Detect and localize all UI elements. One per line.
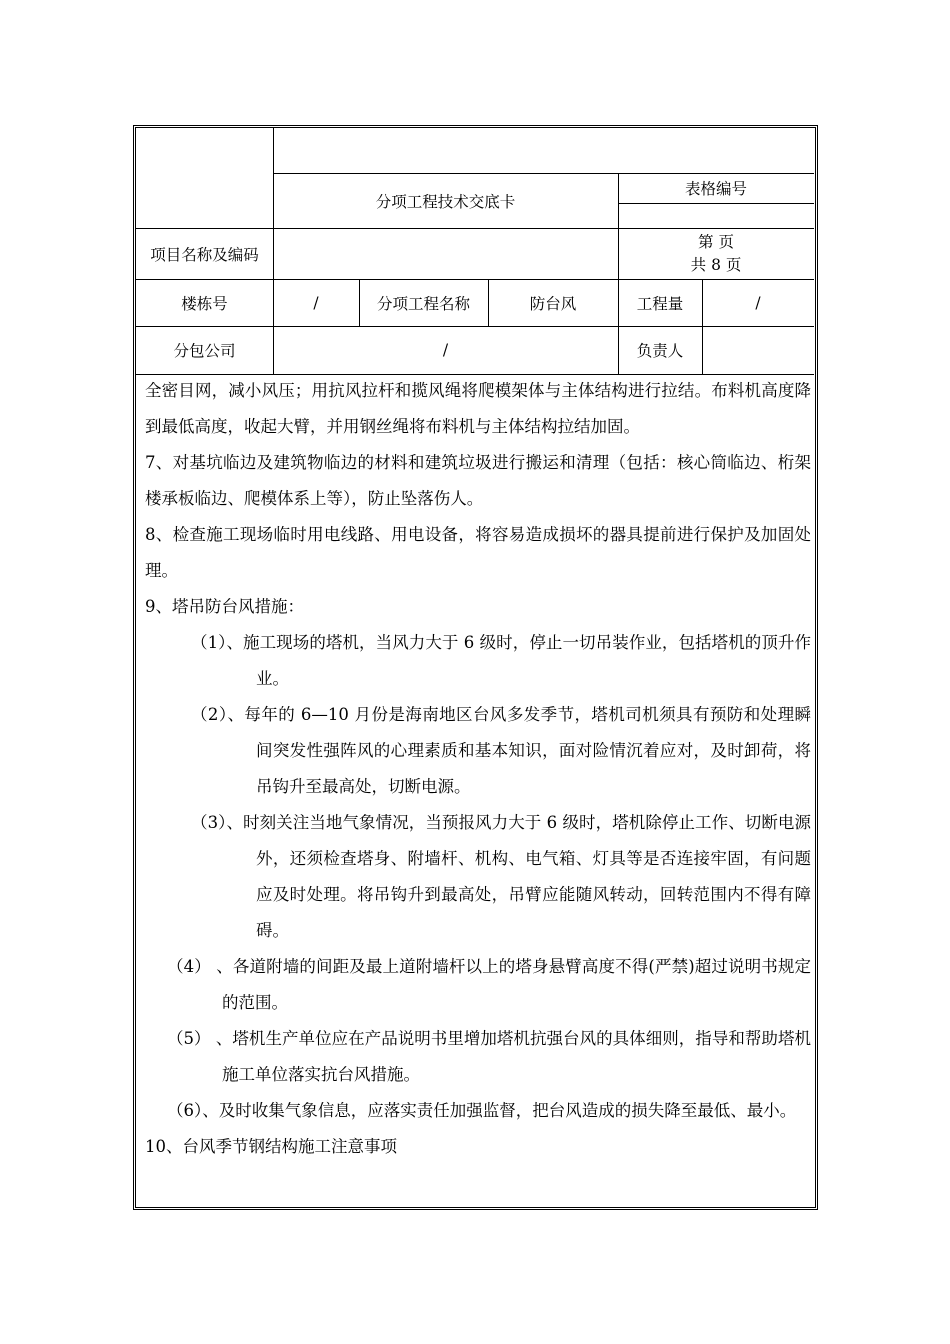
page-label: 第 页	[698, 232, 734, 251]
quantity-label: 工程量	[636, 294, 684, 313]
subcontractor-value: /	[442, 341, 449, 359]
list-item: （1）、施工现场的塔机，当风力大于 6 级时，停止一切吊装作业，包括塔机的顶升作业。	[191, 633, 811, 688]
form-title: 分项工程技术交底卡	[375, 192, 516, 211]
subproject-value: 防台风	[529, 294, 577, 313]
list-item: （6）、及时收集气象信息，应落实责任加强监督，把台风造成的损失降至最低、最小。	[167, 1101, 797, 1120]
paragraph: 10、台风季节钢结构施工注意事项	[145, 1137, 397, 1156]
paragraph: 全密目网，减小风压；用抗风拉杆和揽风绳将爬模架体与主体结构进行拉结。布料机高度降到最低高度，收起大臂，并用钢丝绳将布料机与主体结构拉结加固。	[145, 381, 811, 436]
building-value: /	[313, 293, 319, 312]
paragraph: 9、塔吊防台风措施：	[145, 597, 304, 616]
subproject-label: 分项工程名称	[376, 294, 470, 313]
form-number-label: 表格编号	[684, 180, 747, 198]
list-item: （4） 、各道附墙的间距及最上道附墙杆以上的塔身悬臂高度不得(严禁)超过说明书规定的范围。	[167, 957, 811, 1012]
list-item: （2）、每年的 6—10 月份是海南地区台风多发季节，塔机司机须具有预防和处理瞬间突发性强阵风的心理素质和基本知识，面对险情沉着应对，及时卸荷，将吊钩升至最高处，切断电源。	[191, 705, 811, 796]
subcontractor-label: 分包公司	[173, 342, 236, 360]
quantity-value: /	[755, 293, 761, 312]
paragraph: 8、检查施工现场临时用电线路、用电设备，将容易造成损坏的器具提前进行保护及加固处理。	[145, 525, 811, 580]
person-value	[702, 326, 814, 374]
paragraph: 7、对基坑临边及建筑物临边的材料和建筑垃圾进行搬运和清理（包括：核心筒临边、桁架楼承板临边、爬模体系上等），防止坠落伤人。	[145, 453, 811, 508]
disclosure-content	[145, 373, 811, 1165]
total-pages-label: 共 8 页	[690, 255, 742, 274]
form-number-value	[618, 203, 814, 228]
project-value	[273, 228, 618, 279]
person-label: 负责人	[636, 342, 684, 360]
list-item: （5） 、塔机生产单位应在产品说明书里增加塔机抗强台风的具体细则，指导和帮助塔机施工单位落实抗台风措施。	[167, 1029, 811, 1084]
project-label: 项目名称及编码	[150, 245, 259, 264]
page-info	[618, 228, 814, 279]
list-item: （3）、时刻关注当地气象情况，当预报风力大于 6 级时，塔机除停止工作、切断电源外，还须检查塔身、附墙杆、机构、电气箱、灯具等是否连接牢固，有问题应及时处理。将吊钩升到最高处，吊臂应能随风转动，回转范围内不得有障碍。	[191, 813, 811, 940]
building-label: 楼栋号	[181, 294, 228, 313]
